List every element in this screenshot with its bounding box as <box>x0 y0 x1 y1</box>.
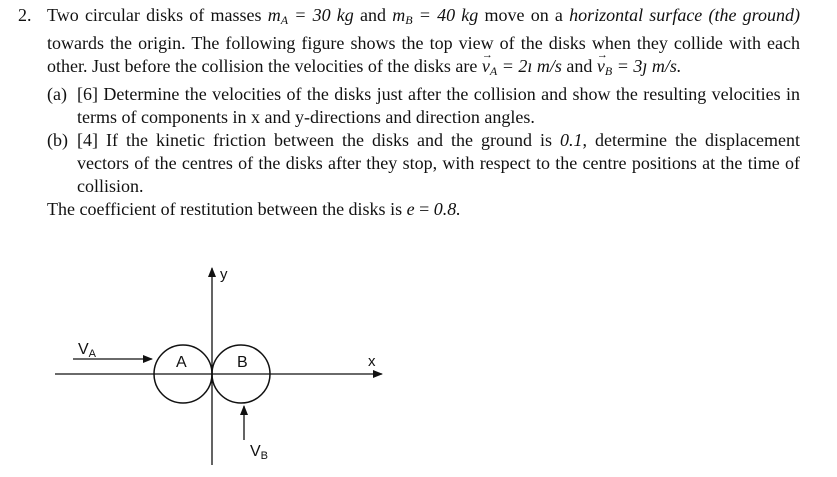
velocity-b-label-main: V <box>250 443 261 460</box>
velocity-a-subscript: A <box>489 64 498 78</box>
disk-b-label: B <box>237 354 248 371</box>
x-axis-label: x <box>368 353 376 370</box>
surface-phrase: horizontal surface (the ground) <box>569 5 801 25</box>
velocity-b-symbol: v → <box>597 55 605 78</box>
closing-text: The coefficient of restitution between the disks is <box>47 199 403 219</box>
restitution-symbol: e <box>406 199 415 219</box>
velocity-a-label-main: V <box>78 341 89 358</box>
restitution-equals: = <box>419 199 430 219</box>
mass-a-symbol: m <box>267 5 281 25</box>
part-b-label: (b) <box>47 130 68 150</box>
mass-b-subscript: B <box>405 13 413 27</box>
intro-text-2: move on a <box>484 5 563 25</box>
velocity-b-subscript: B <box>604 64 613 78</box>
velocity-b-value: = 3ȷ <box>616 56 648 76</box>
velocity-unit: m/s <box>536 56 562 76</box>
velocity-a-symbol: v → <box>482 55 490 78</box>
velocity-a-label <box>78 341 97 360</box>
part-a-label: (a) <box>47 84 67 104</box>
part-a-text: [6] Determine the velocities of the disks just after the collision and show the resulting velocities in terms of components in x and y-directions and direction angles. <box>77 84 800 127</box>
intro-and-1: and <box>360 5 386 25</box>
velocity-unit-2: m/s. <box>651 56 682 76</box>
friction-coefficient: 0.1 <box>560 130 583 150</box>
mass-b-symbol: m <box>392 5 406 25</box>
velocity-a-value: = 2ı <box>501 56 533 76</box>
restitution-value: 0.8. <box>433 199 461 219</box>
problem-number: 2. <box>18 5 32 25</box>
intro-and-2: and <box>566 56 593 76</box>
mass-a-value: = 30 kg <box>294 5 354 25</box>
intro-text-3: towards the origin. The following figure shows the top view of the disks when they collide with each other. Just before the collision the velocities of the disks are <box>47 33 800 76</box>
mass-a-subscript: A <box>280 13 289 27</box>
velocity-b-label-sub: B <box>260 450 269 462</box>
part-b-text-2: , determine the displacement vectors of the centres of the disks after they stop, with respect to the centre positions at the time of collision. <box>77 130 800 196</box>
part-b-text-1: [4] If the kinetic friction between the disks and the ground is <box>77 130 553 150</box>
mass-b-value: = 40 kg <box>418 5 479 25</box>
disk-a-label: A <box>176 354 187 371</box>
y-axis-label: y <box>220 266 228 283</box>
velocity-a-label-sub: A <box>88 348 97 360</box>
intro-text-1: Two circular disks of masses <box>47 5 262 25</box>
velocity-b-label <box>250 443 268 462</box>
